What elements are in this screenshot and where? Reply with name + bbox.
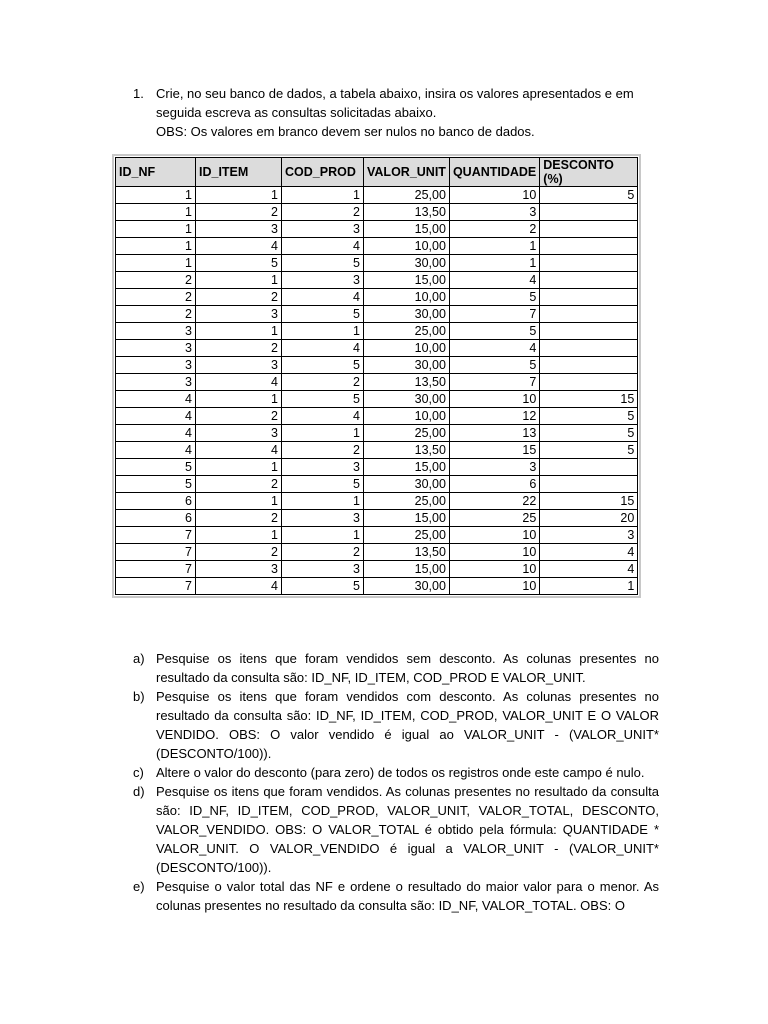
table-cell: 15,00 — [364, 510, 450, 527]
table-cell: 5 — [282, 357, 364, 374]
table-cell: 4 — [196, 238, 282, 255]
table-cell: 3 — [282, 459, 364, 476]
table-cell: 1 — [449, 238, 539, 255]
question-text: Pesquise os itens que foram vendidos. As colunas presentes no resultado da consulta são: ID_NF, ID_ITEM, COD_PROD, VALOR_UNIT, VALOR_TOTAL, DESCONTO, VALOR_VENDIDO. OBS: O VALOR_TOTAL é obtido pela fórmula: QUANTIDADE * VALOR_UNIT. O VALOR_VENDIDO é igual a VALOR_UNIT - (VALOR_UNIT*(DESCONTO/100)). — [156, 784, 659, 875]
table-cell: 5 — [282, 476, 364, 493]
question-text: Pesquise os itens que foram vendidos com desconto. As colunas presentes no resultado da consulta são: ID_NF, ID_ITEM, COD_PROD, VALOR_UNIT E O VALOR VENDIDO. OBS: O valor vendido é igual ao VALOR_UNIT - (VALOR_UNIT*(DESCONTO/100)). — [156, 689, 659, 761]
table-cell: 5 — [540, 425, 638, 442]
question-text: Pesquise o valor total das NF e ordene o resultado do maior valor para o menor. As colunas presentes no resultado da consulta são: ID_NF, VALOR_TOTAL. OBS: O — [156, 879, 659, 913]
table-cell: 12 — [449, 408, 539, 425]
table-cell: 25,00 — [364, 323, 450, 340]
table-row — [116, 272, 638, 289]
table-row — [116, 204, 638, 221]
table-row — [116, 510, 638, 527]
table-cell: 22 — [449, 493, 539, 510]
table-row — [116, 493, 638, 510]
table-cell: 3 — [540, 527, 638, 544]
table-cell: 10 — [449, 561, 539, 578]
table-cell: 4 — [282, 340, 364, 357]
table-cell: 2 — [282, 442, 364, 459]
table-cell: 1 — [196, 272, 282, 289]
table-cell: 20 — [540, 510, 638, 527]
table-cell: 5 — [116, 459, 196, 476]
table-cell: 2 — [282, 544, 364, 561]
table-cell: 4 — [116, 442, 196, 459]
table-cell: 3 — [116, 374, 196, 391]
table-cell: 2 — [196, 289, 282, 306]
table-cell: 2 — [196, 408, 282, 425]
table-cell: 5 — [282, 578, 364, 595]
table-cell: 7 — [116, 561, 196, 578]
table-cell: 25,00 — [364, 527, 450, 544]
table-cell: 1 — [282, 527, 364, 544]
question-label: d) — [133, 784, 145, 799]
exercise-statement: Crie, no seu banco de dados, a tabela abaixo, insira os valores apresentados e em seguida escreva as consultas solicitadas abaixo. — [156, 86, 634, 120]
table-row — [116, 561, 638, 578]
question-item — [133, 877, 659, 915]
question-text: Altere o valor do desconto (para zero) de todos os registros onde este campo é nulo. — [156, 765, 645, 780]
table-cell: 1 — [116, 238, 196, 255]
table-row — [116, 442, 638, 459]
table-cell: 2 — [449, 221, 539, 238]
table-cell — [540, 289, 638, 306]
table-cell: 10,00 — [364, 340, 450, 357]
question-item — [133, 782, 659, 877]
table-cell: 5 — [449, 357, 539, 374]
table-cell: 3 — [116, 323, 196, 340]
table-cell: 4 — [116, 391, 196, 408]
table-row — [116, 425, 638, 442]
table-row — [116, 357, 638, 374]
header-cod-prod: COD_PROD — [282, 158, 364, 187]
table-cell: 5 — [196, 255, 282, 272]
table-row — [116, 340, 638, 357]
table-cell — [540, 255, 638, 272]
table-cell: 10 — [449, 187, 539, 204]
table-cell — [540, 476, 638, 493]
table-cell: 5 — [116, 476, 196, 493]
table-cell: 30,00 — [364, 255, 450, 272]
table-cell: 15,00 — [364, 272, 450, 289]
table-cell: 4 — [282, 238, 364, 255]
table-cell: 5 — [540, 187, 638, 204]
table-row — [116, 374, 638, 391]
table-cell: 5 — [282, 391, 364, 408]
table-cell: 13 — [449, 425, 539, 442]
header-quantidade: QUANTIDADE — [449, 158, 539, 187]
table-row — [116, 306, 638, 323]
table-cell: 30,00 — [364, 391, 450, 408]
table-cell: 13,50 — [364, 204, 450, 221]
table-row — [116, 476, 638, 493]
table-cell: 4 — [282, 408, 364, 425]
table-cell: 1 — [196, 323, 282, 340]
table-cell: 30,00 — [364, 476, 450, 493]
table-row — [116, 391, 638, 408]
table-cell: 7 — [116, 527, 196, 544]
table-cell: 1 — [116, 221, 196, 238]
table-cell: 3 — [196, 561, 282, 578]
table-cell: 1 — [282, 493, 364, 510]
table-cell: 25 — [449, 510, 539, 527]
table-cell: 10,00 — [364, 238, 450, 255]
table-cell: 1 — [196, 493, 282, 510]
table-cell: 7 — [116, 544, 196, 561]
table-cell: 25,00 — [364, 493, 450, 510]
header-id-nf: ID_NF — [116, 158, 196, 187]
table-cell: 15,00 — [364, 561, 450, 578]
table-cell: 7 — [116, 578, 196, 595]
table-cell: 3 — [282, 272, 364, 289]
table-cell: 3 — [196, 357, 282, 374]
table-cell: 1 — [116, 255, 196, 272]
table-cell: 3 — [116, 357, 196, 374]
table-cell — [540, 204, 638, 221]
table-cell: 4 — [196, 374, 282, 391]
table-cell: 1 — [116, 204, 196, 221]
question-item — [133, 649, 659, 687]
table-row — [116, 578, 638, 595]
table-cell: 15,00 — [364, 221, 450, 238]
table-cell: 10 — [449, 527, 539, 544]
question-label: a) — [133, 651, 145, 666]
table-cell: 10 — [449, 544, 539, 561]
table-cell: 1 — [282, 323, 364, 340]
table-cell: 13,50 — [364, 374, 450, 391]
table-cell: 7 — [449, 306, 539, 323]
table-cell: 1 — [449, 255, 539, 272]
table-cell: 30,00 — [364, 306, 450, 323]
table-cell: 10,00 — [364, 408, 450, 425]
table-cell: 3 — [116, 340, 196, 357]
table-cell: 30,00 — [364, 357, 450, 374]
table-cell: 2 — [196, 204, 282, 221]
table-cell: 6 — [449, 476, 539, 493]
table-cell: 4 — [116, 408, 196, 425]
exercise-intro — [133, 84, 653, 141]
table-cell — [540, 306, 638, 323]
table-cell — [540, 272, 638, 289]
table-cell: 15 — [540, 391, 638, 408]
table-cell — [540, 323, 638, 340]
table-cell: 10 — [449, 578, 539, 595]
table-cell: 4 — [116, 425, 196, 442]
table-cell: 6 — [116, 493, 196, 510]
exercise-number: 1. — [133, 86, 144, 101]
table-cell: 1 — [540, 578, 638, 595]
exercise-obs: OBS: Os valores em branco devem ser nulos no banco de dados. — [156, 124, 535, 139]
table-cell: 3 — [282, 510, 364, 527]
table-cell: 3 — [449, 459, 539, 476]
table-cell: 15,00 — [364, 459, 450, 476]
table-row — [116, 221, 638, 238]
table-row — [116, 238, 638, 255]
table-cell: 4 — [540, 544, 638, 561]
table-cell: 5 — [449, 323, 539, 340]
data-table — [115, 157, 638, 595]
table-cell: 1 — [116, 187, 196, 204]
question-text: Pesquise os itens que foram vendidos sem desconto. As colunas presentes no resultado da consulta são: ID_NF, ID_ITEM, COD_PROD E VALOR_UNIT. — [156, 651, 659, 685]
table-row — [116, 323, 638, 340]
table-cell: 5 — [540, 442, 638, 459]
table-cell: 25,00 — [364, 187, 450, 204]
table-cell: 1 — [282, 187, 364, 204]
table-cell — [540, 340, 638, 357]
table-cell: 3 — [196, 306, 282, 323]
question-label: b) — [133, 689, 145, 704]
table-cell: 4 — [540, 561, 638, 578]
question-item — [133, 687, 659, 763]
table-cell: 2 — [116, 289, 196, 306]
table-cell — [540, 357, 638, 374]
table-cell: 5 — [540, 408, 638, 425]
table-cell: 1 — [196, 187, 282, 204]
table-cell: 2 — [196, 476, 282, 493]
table-cell: 4 — [196, 442, 282, 459]
table-cell: 7 — [449, 374, 539, 391]
table-cell: 6 — [116, 510, 196, 527]
question-item — [133, 763, 659, 782]
table-cell: 3 — [196, 425, 282, 442]
table-cell: 5 — [282, 306, 364, 323]
table-cell: 2 — [282, 374, 364, 391]
table-cell: 1 — [196, 391, 282, 408]
table-cell: 2 — [116, 272, 196, 289]
question-label: e) — [133, 879, 145, 894]
table-cell: 10,00 — [364, 289, 450, 306]
table-cell: 3 — [282, 561, 364, 578]
table-cell: 2 — [196, 510, 282, 527]
table-cell: 25,00 — [364, 425, 450, 442]
table-cell — [540, 374, 638, 391]
table-cell: 2 — [116, 306, 196, 323]
table-cell — [540, 238, 638, 255]
table-cell: 3 — [449, 204, 539, 221]
table-cell: 5 — [282, 255, 364, 272]
table-row — [116, 255, 638, 272]
table-cell: 2 — [282, 204, 364, 221]
table-cell: 5 — [449, 289, 539, 306]
table-cell: 4 — [449, 340, 539, 357]
table-cell: 1 — [196, 527, 282, 544]
question-label: c) — [133, 765, 144, 780]
header-id-item: ID_ITEM — [196, 158, 282, 187]
table-cell: 1 — [282, 425, 364, 442]
question-list — [133, 649, 659, 915]
table-cell: 4 — [196, 578, 282, 595]
table-cell: 2 — [196, 544, 282, 561]
table-row — [116, 459, 638, 476]
header-valor-unit: VALOR_UNIT — [364, 158, 450, 187]
table-row — [116, 544, 638, 561]
table-cell — [540, 459, 638, 476]
table-cell: 4 — [282, 289, 364, 306]
table-cell: 15 — [540, 493, 638, 510]
table-cell: 13,50 — [364, 442, 450, 459]
table-row — [116, 527, 638, 544]
table-row — [116, 408, 638, 425]
table-cell: 3 — [196, 221, 282, 238]
table-cell: 2 — [196, 340, 282, 357]
table-cell — [540, 221, 638, 238]
table-row — [116, 187, 638, 204]
table-cell: 13,50 — [364, 544, 450, 561]
table-row — [116, 289, 638, 306]
header-desconto: DESCONTO (%) — [540, 158, 638, 187]
table-cell: 30,00 — [364, 578, 450, 595]
table-cell: 1 — [196, 459, 282, 476]
table-cell: 4 — [449, 272, 539, 289]
table-header-row — [116, 158, 638, 187]
table-cell: 15 — [449, 442, 539, 459]
table-cell: 3 — [282, 221, 364, 238]
table-cell: 10 — [449, 391, 539, 408]
